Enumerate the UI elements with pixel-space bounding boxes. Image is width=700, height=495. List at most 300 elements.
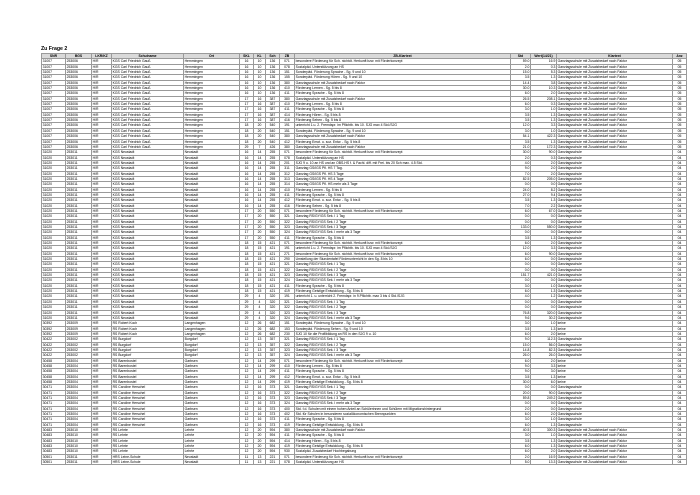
table-cell: 30458 [42, 358, 66, 363]
table-cell: keine [557, 321, 673, 326]
table-cell: 373 [266, 406, 280, 411]
table-cell: 11 [240, 460, 254, 465]
table-cell: 12 [240, 379, 254, 384]
table-cell: besondere Förderung für Sch. nichtdt. Herkunft bzw. mit Förderkonzept [295, 59, 511, 64]
table-cell: 30458 [42, 374, 66, 379]
table-cell: 3.5 [511, 235, 531, 240]
table-cell: 7.0 [511, 171, 531, 176]
table-cell: H/R [92, 102, 112, 107]
table-cell: H/R [92, 390, 112, 395]
table-cell: 078 [280, 155, 295, 160]
table-cell: 419 [280, 422, 295, 427]
table-cell: 071 [280, 59, 295, 64]
table-cell: KGS Neustadt [112, 262, 184, 267]
table-cell: 04 [673, 363, 687, 368]
table-cell: 12 [240, 385, 254, 390]
table-cell: Ganztag RS/GY/GS Sek. I 2 Tage [295, 267, 511, 272]
table-cell: 253011 [66, 187, 92, 192]
table-cell: 18 [240, 134, 254, 139]
table-cell: KGS Carl Friedrich Gauß [112, 64, 184, 69]
table-cell: 30471 [42, 412, 66, 417]
table-cell: Hemmingen [184, 70, 240, 75]
table-cell: 0.0 [531, 299, 557, 304]
table-cell: 0.0 [531, 305, 557, 310]
table-cell: H/R [92, 192, 112, 197]
table-cell: KGS Carl Friedrich Gauß [112, 75, 184, 80]
table-cell: 17 [240, 225, 254, 230]
table-cell: 12 [240, 449, 254, 454]
table-cell: 411 [280, 107, 295, 112]
table-cell: Ganztagsschule mit Zusatzbedarf nach Faktor [295, 144, 511, 149]
table-cell: H/R [92, 214, 112, 219]
table-cell: 253006 [66, 134, 92, 139]
table-cell: H/R [92, 118, 112, 123]
table-cell: 253006 [66, 139, 92, 144]
table-cell: KGS Carl Friedrich Gauß [112, 134, 184, 139]
table-cell: KGS Neustadt [112, 235, 184, 240]
table-cell: KGS Carl Friedrich Gauß [112, 59, 184, 64]
table-cell: 3.5 [511, 75, 531, 80]
table-cell: 3.3 [531, 123, 557, 128]
table-cell: Hemmingen [184, 86, 240, 91]
table-cell: 0.0 [531, 385, 557, 390]
table-cell: 12 [240, 422, 254, 427]
table-cell: 253002 [66, 353, 92, 358]
table-cell: Hemmingen [184, 96, 240, 101]
table-cell: KGS Carl Friedrich Gauß [112, 91, 184, 96]
table-cell: 253006 [66, 80, 92, 85]
table-cell: 29 [240, 294, 254, 299]
table-cell: RS Barenbostel [112, 358, 184, 363]
table-cell: 253004 [66, 374, 92, 379]
table-cell: Ganztagsschule [557, 396, 673, 401]
table-cell: Förderung Hören - Sg. 5 bis 8 [295, 112, 511, 117]
table-cell: Ganztagsschule mit Zusatzbedarf nach Faktor [557, 433, 673, 438]
table-cell: 04 [673, 438, 687, 443]
table-cell: 12 [240, 412, 254, 417]
table-cell: H/R [92, 337, 112, 342]
table-cell: 17 [240, 112, 254, 117]
table-cell: H/R [92, 385, 112, 390]
table-cell: 253004 [66, 412, 92, 417]
table-cell: KGS Neustadt [112, 203, 184, 208]
table-cell: 6.0 [511, 331, 531, 336]
table-cell: Garbsen [184, 379, 240, 384]
table-cell: 6.0 [511, 444, 531, 449]
data-table [41, 53, 687, 465]
table-cell: 9.0 [511, 337, 531, 342]
table-cell: Std. für Schulen in besonderen sozialökonomischen Brennpunkten [295, 412, 511, 417]
table-cell: 30483 [42, 449, 66, 454]
column-header: KL [254, 54, 266, 59]
table-cell: 30422 [42, 353, 66, 358]
table-cell: Förderung Emot. u. soz. Entw. - Sg. 5 bis 8 [295, 139, 511, 144]
table-cell: 05 [673, 75, 687, 80]
table-cell: Ganztagsschule [557, 289, 673, 294]
table-cell: 04 [673, 417, 687, 422]
table-cell: 208.1 [531, 96, 557, 101]
table-cell: 30501 [42, 460, 66, 465]
table-cell: 253006 [66, 75, 92, 80]
table-cell: KGS Neustadt [112, 241, 184, 246]
table-cell: 253011 [66, 262, 92, 267]
table-cell: 253011 [66, 171, 92, 176]
table-cell: Neustadt [184, 299, 240, 304]
table-cell: 31007 [42, 86, 66, 91]
table-cell: 2.0 [531, 449, 557, 454]
table-cell: 1.0 [531, 283, 557, 288]
table-cell: 12 [240, 358, 254, 363]
table-cell: 300.3 [531, 428, 557, 433]
table-cell: Neustadt [184, 166, 240, 171]
table-cell: 15 [254, 289, 266, 294]
table-cell: 31020 [42, 192, 66, 197]
table-cell: Garbsen [184, 369, 240, 374]
table-cell: 1.3 [531, 444, 557, 449]
table-cell: unterricht 1. u. unterricht 2. Fremdspr. in 9.Pflichtb. max 3 bis 4 Std./SJG [295, 294, 511, 299]
table-cell: 0.0 [531, 182, 557, 187]
table-cell: 3.0 [511, 433, 531, 438]
table-cell: Ganztagsschule mit Zusatzbedarf nach Faktor [557, 107, 673, 112]
table-cell: 594 [266, 438, 280, 443]
table-cell: 071 [280, 358, 295, 363]
table-cell: 31020 [42, 166, 66, 171]
table-cell: 253002 [66, 342, 92, 347]
table-cell: 14 [254, 171, 266, 176]
table-cell: Ganztagsschule mit Zusatzbedarf nach Faktor [295, 80, 511, 85]
table-cell: 29 [240, 305, 254, 310]
table-cell: 30458 [42, 369, 66, 374]
table-cell: 30422 [42, 347, 66, 352]
table-cell: H/R [92, 59, 112, 64]
table-cell: Neustadt [184, 273, 240, 278]
table-cell: 31020 [42, 187, 66, 192]
table-cell: 323 [280, 225, 295, 230]
table-cell: 255 [266, 187, 280, 192]
table-cell: 357 [266, 337, 280, 342]
table-cell: Sozialpäd. Zusatzbedarf Hochbegabung [295, 449, 511, 454]
table-cell: 31020 [42, 219, 66, 224]
table-cell: 540 [266, 139, 280, 144]
table-cell: 0.0 [511, 182, 531, 187]
table-cell: 04 [673, 187, 687, 192]
table-cell: Neustadt [184, 176, 240, 181]
table-cell: 31020 [42, 235, 66, 240]
table-cell: Ganztagsschule [557, 417, 673, 422]
table-cell: 253011 [66, 267, 92, 272]
table-cell: 3.3 [531, 363, 557, 368]
table-cell: 10 [254, 86, 266, 91]
table-cell: Ganztag RS/GY/GS Sek. I mehr als 3 Tage [295, 278, 511, 283]
table-cell: Ganztag RS/GY/GS Sek. I 2 Tage [295, 390, 511, 395]
table-cell: 31020 [42, 305, 66, 310]
table-cell: 31020 [42, 257, 66, 262]
table-cell: 205.0 [531, 176, 557, 181]
table-cell: 253004 [66, 422, 92, 427]
table-cell: 14.8 [511, 347, 531, 352]
table-cell: 253006 [66, 107, 92, 112]
table-cell: 9.0 [511, 166, 531, 171]
table-cell: RS Caroline Herschel [112, 406, 184, 411]
table-cell: 411 [280, 433, 295, 438]
table-cell: 67.0 [531, 208, 557, 213]
table-cell: H/R [92, 139, 112, 144]
table-cell: 20 [254, 225, 266, 230]
table-cell: 14 [254, 198, 266, 203]
table-cell: 10 [254, 70, 266, 75]
table-cell: 12 [240, 396, 254, 401]
table-cell: 18 [240, 273, 254, 278]
table-cell: 1.3 [531, 118, 557, 123]
table-cell: 380 [280, 144, 295, 149]
table-cell: RS Lehrte [112, 449, 184, 454]
table-cell: Ganztag RS/GY/GS Sek. I 1 Tag [295, 214, 511, 219]
table-cell: Förderung Sprache - Sg. 5 bis 8 [295, 192, 511, 197]
table-cell: 421 [266, 273, 280, 278]
table-cell: 16 [240, 80, 254, 85]
table-cell: 421 [266, 241, 280, 246]
table-cell: 04 [673, 433, 687, 438]
table-cell: 20 [254, 123, 266, 128]
table-cell: H/R [92, 444, 112, 449]
table-cell: H/R [92, 80, 112, 85]
table-cell: H/R [92, 107, 112, 112]
table-cell: KGS Neustadt [112, 187, 184, 192]
table-cell: 16.9 [531, 454, 557, 459]
table-cell: 314 [280, 182, 295, 187]
table-cell: 04 [673, 150, 687, 155]
table-cell: Ganztag GS/IGS Pfl. HS 7 Tag. [295, 166, 511, 171]
table-cell: RS Robert Koch [112, 331, 184, 336]
table-cell: H/R [92, 70, 112, 75]
table-cell: H/R [92, 454, 112, 459]
table-cell: 04 [673, 241, 687, 246]
table-row [42, 454, 687, 459]
table-cell: 2.0 [531, 412, 557, 417]
table-cell: Ganztagsschule [557, 219, 673, 224]
table-cell: 253004 [66, 358, 92, 363]
table-cell: 30483 [42, 428, 66, 433]
table-cell: H/R [92, 246, 112, 251]
table-cell: 373 [266, 385, 280, 390]
table-cell: 04 [673, 396, 687, 401]
table-cell: KGS Carl Friedrich Gauß [112, 80, 184, 85]
table-cell: 04 [673, 353, 687, 358]
column-header: Klartext [557, 54, 673, 59]
table-cell: 3.5 [511, 198, 531, 203]
table-cell: H/R [92, 91, 112, 96]
table-cell: Hemmingen [184, 75, 240, 80]
table-cell: 17 [240, 118, 254, 123]
table-cell: 416 [280, 203, 295, 208]
table-cell: 1.0 [531, 107, 557, 112]
table-cell: 04 [673, 251, 687, 256]
table-cell: 253010 [66, 444, 92, 449]
table-cell: H/R [92, 278, 112, 283]
table-cell: H/R [92, 374, 112, 379]
table-cell: 253010 [66, 438, 92, 443]
table-cell: Ganztagsschule mit Zusatzbedarf nach Faktor [557, 460, 673, 465]
table-cell: 20 [254, 444, 266, 449]
table-cell: 357 [266, 342, 280, 347]
table-cell: 321 [280, 262, 295, 267]
table-cell: 30458 [42, 363, 66, 368]
table-cell: 320 [266, 310, 280, 315]
table-cell: 31007 [42, 91, 66, 96]
table-cell: 20 [254, 449, 266, 454]
table-cell: 136 [266, 86, 280, 91]
table-cell: 16 [240, 155, 254, 160]
table-cell: 400 [280, 406, 295, 411]
table-cell: 9.0 [511, 369, 531, 374]
table-cell: Ganztagsschule mit Zusatzbedarf nach Faktor [557, 139, 673, 144]
table-cell: Garbsen [184, 374, 240, 379]
table-cell: 411 [280, 91, 295, 96]
table-cell: 1.3 [531, 422, 557, 427]
table-cell: Ganztagsschule [557, 278, 673, 283]
table-cell: keine [557, 363, 673, 368]
table-cell: 04 [673, 454, 687, 459]
table-cell: 30471 [42, 422, 66, 427]
table-cell: 410 [280, 102, 295, 107]
table-cell: 253006 [66, 123, 92, 128]
table-cell: 54.1 [511, 134, 531, 139]
table-cell: H/R [92, 203, 112, 208]
table-cell: 05 [673, 59, 687, 64]
table-cell: Ganztag RS/GY/GS Sek. I 2 Tage [295, 219, 511, 224]
table-cell: 410 [280, 363, 295, 368]
table-cell: Neustadt [184, 241, 240, 246]
table-cell: 20 [254, 128, 266, 133]
table-cell: H/R [92, 182, 112, 187]
table-cell: 04 [673, 406, 687, 411]
table-cell: 20 [254, 134, 266, 139]
table-cell: 12 [240, 342, 254, 347]
table-cell: Burgdorf [184, 342, 240, 347]
table-cell: 253011 [66, 294, 92, 299]
table-cell: 373 [266, 401, 280, 406]
table-cell: 20 [254, 208, 266, 213]
table-cell: HRS Leine-Schule [112, 460, 184, 465]
table-cell: 18 [240, 278, 254, 283]
table-cell: Lehrte [184, 449, 240, 454]
table-cell: 13 [254, 460, 266, 465]
table-cell: 3.0 [531, 369, 557, 374]
table-cell: unterricht 1.u. 2. Fremdspr. im Pflichtb. bis 10. SJG max 4 Std./SJG [295, 246, 511, 251]
table-cell: RS Lehrte [112, 428, 184, 433]
table-cell: 31007 [42, 75, 66, 80]
table-cell: KGS Neustadt [112, 171, 184, 176]
table-cell: Ganztag RS/GY/GS Sek. I 3 Tage [295, 225, 511, 230]
table-cell: Ganztagsschule [557, 315, 673, 320]
table-cell: 30392 [42, 331, 66, 336]
column-header: Schulname [112, 54, 184, 59]
table-cell: 071 [280, 241, 295, 246]
table-cell: Hemmingen [184, 59, 240, 64]
table-cell: H/R [92, 283, 112, 288]
table-cell: Neustadt [184, 155, 240, 160]
table-cell: 30.0 [511, 379, 531, 384]
table-cell: 31020 [42, 182, 66, 187]
table-cell: 253004 [66, 385, 92, 390]
table-cell: Förderung Lernen - Sg. 5 bis 8 [295, 187, 511, 192]
table-cell: 30.0 [511, 150, 531, 155]
table-cell: Burgdorf [184, 337, 240, 342]
table-cell: H/R [92, 406, 112, 411]
table-cell: RS Barenbostel [112, 379, 184, 384]
table-cell: 320 [266, 299, 280, 304]
table-cell: Ganztagsschule mit Zusatzbedarf nach Faktor [557, 134, 673, 139]
table-cell: 14 [254, 379, 266, 384]
table-cell: 04 [673, 412, 687, 417]
table-cell: 15 [254, 257, 266, 262]
table-cell: 320.0 [531, 310, 557, 315]
table-cell: 04 [673, 208, 687, 213]
table-cell: Langenhagen [184, 331, 240, 336]
table-cell: 14 [254, 166, 266, 171]
table-cell: Ganztagsschule [557, 230, 673, 235]
table-cell: 12 [240, 406, 254, 411]
table-cell: 253004 [66, 363, 92, 368]
table-cell: 2.0 [511, 155, 531, 160]
table-cell: 14 [254, 176, 266, 181]
table-cell: 76.8 [511, 310, 531, 315]
table-cell: 30471 [42, 396, 66, 401]
table-cell: Ganztagsschule [557, 267, 673, 272]
table-cell: 17 [240, 230, 254, 235]
table-cell: 136 [266, 64, 280, 69]
table-cell: Ganztagsschule [557, 310, 673, 315]
table-cell: 04 [673, 262, 687, 267]
table-cell: 253011 [66, 289, 92, 294]
table-cell: Neustadt [184, 315, 240, 320]
table-cell: 3.5 [511, 438, 531, 443]
table-cell: Ganztag RS/GY/GS Sek. I 3 Tage [295, 310, 511, 315]
table-cell: Ganztagsschule [557, 390, 673, 395]
table-cell: 13 [254, 347, 266, 352]
table-cell: Ganztagsschule [557, 176, 673, 181]
table-cell: 0.0 [531, 257, 557, 262]
table-cell: KGS Neustadt [112, 150, 184, 155]
table-cell: 10 [254, 75, 266, 80]
table-cell: 05 [673, 107, 687, 112]
table-cell: 255 [266, 182, 280, 187]
table-cell: 04 [673, 422, 687, 427]
table-cell: 151.7 [511, 273, 531, 278]
table-cell: Ganztag RS/GY/GS Sek. I mehr als 3 Tage [295, 230, 511, 235]
table-cell: 26.0 [511, 353, 531, 358]
table-cell: 253011 [66, 246, 92, 251]
table-cell: Burgdorf [184, 353, 240, 358]
table-cell: Ganztagsschule mit Zusatzbedarf nach Faktor [557, 128, 673, 133]
table-cell: 550 [266, 225, 280, 230]
table-cell: 16 [254, 96, 266, 101]
table-cell: 6.0 [511, 412, 531, 417]
table-cell: 1.0 [531, 433, 557, 438]
table-cell: 3.0 [511, 417, 531, 422]
table-cell: 0.0 [511, 262, 531, 267]
table-cell: Förderung Sprache - Sg. 5 bis 8 [295, 369, 511, 374]
table-cell: Ganztagsschule [557, 299, 673, 304]
table-cell: H/R [92, 369, 112, 374]
table-cell: 31020 [42, 176, 66, 181]
table-cell: 299 [266, 358, 280, 363]
table-cell: 31020 [42, 246, 66, 251]
table-cell: 0.0 [511, 305, 531, 310]
table-cell: Ganztagsschule mit Zusatzbedarf nach Faktor [557, 59, 673, 64]
table-cell: KGS Neustadt [112, 166, 184, 171]
table-cell: 59.8 [511, 396, 531, 401]
